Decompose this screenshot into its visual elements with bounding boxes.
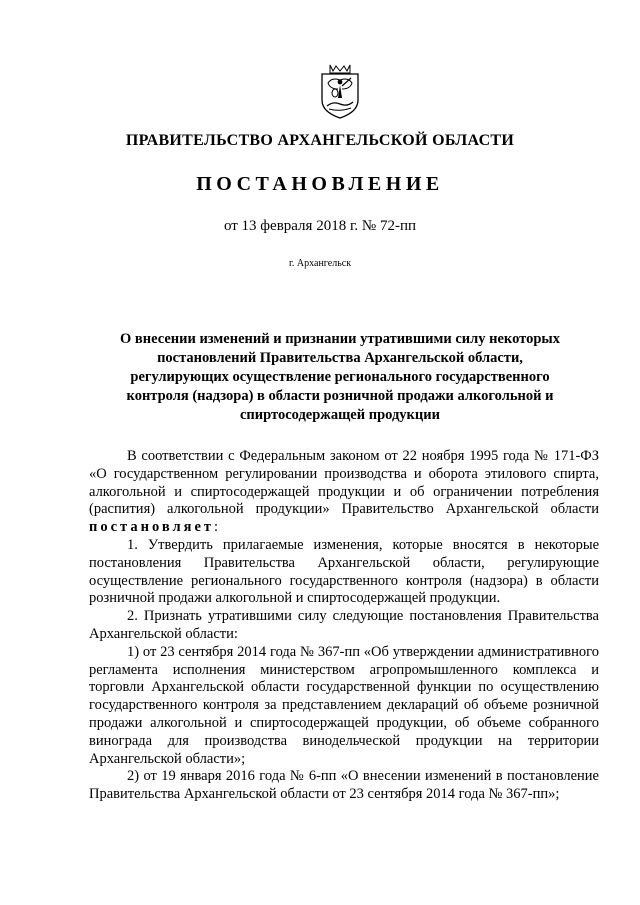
document-city: г. Архангельск bbox=[288, 258, 352, 269]
government-name: ПРАВИТЕЛЬСТВО АРХАНГЕЛЬСКОЙ ОБЛАСТИ bbox=[125, 132, 515, 149]
item-1-paragraph: 1. Утвердить прилагаемые изменения, которые вносятся в некоторые постановления Правительства Архангельской области, регулирующие осуществление регионального государственного контроля (надзора) в области розничной продажи алкогольной и спиртосодержащей продукции. bbox=[89, 536, 599, 607]
preamble-paragraph bbox=[89, 448, 599, 537]
item-2-1-paragraph: 1) от 23 сентября 2014 года № 367-пп «Об утверждении административного регламента исполнения министерством агропромышленного комплекса и торговли Архангельской области государственной функции по осуществлению государственного контроля за представлением деклараций об объеме розничной продажи алкогольной и спиртосодержащей продукции, об объеме собранного винограда для производства винодельческой продукции на территории Архангельской области»; bbox=[89, 643, 599, 767]
resolves-word: постановляет bbox=[89, 519, 215, 536]
document-body bbox=[89, 448, 599, 804]
item-2-2-paragraph: 2) от 19 января 2016 года № 6-пп «О внесении изменений в постановление Правительства Архангельской области от 23 сентября 2014 года № 367-пп»; bbox=[89, 768, 599, 803]
document-type: ПОСТАНОВЛЕНИЕ bbox=[196, 173, 444, 195]
preamble-text: В соответствии с Федеральным законом от 22 ноября 1995 года № 171-ФЗ «О государственном регулировании производства и оборота этилового спирта, алкогольной и спиртосодержащей продукции и об ограничении потребления (распития) алкогольной продукции» Правительство Архангельской области bbox=[89, 448, 599, 518]
document-date-number: от 13 февраля 2018 г. № 72-пп bbox=[223, 218, 417, 234]
coat-of-arms-icon bbox=[316, 62, 364, 120]
item-2-paragraph: 2. Признать утратившими силу следующие постановления Правительства Архангельской области: bbox=[89, 608, 599, 642]
document-subject: О внесении изменений и признании утратившими силу некоторых постановлений Правительства Архангельской области, регулирующих осуществление регионального государственного контроля (надзора) в области розничной продажи алкогольной и спиртосодержащей продукции bbox=[120, 331, 560, 423]
preamble-colon: : bbox=[214, 519, 219, 536]
